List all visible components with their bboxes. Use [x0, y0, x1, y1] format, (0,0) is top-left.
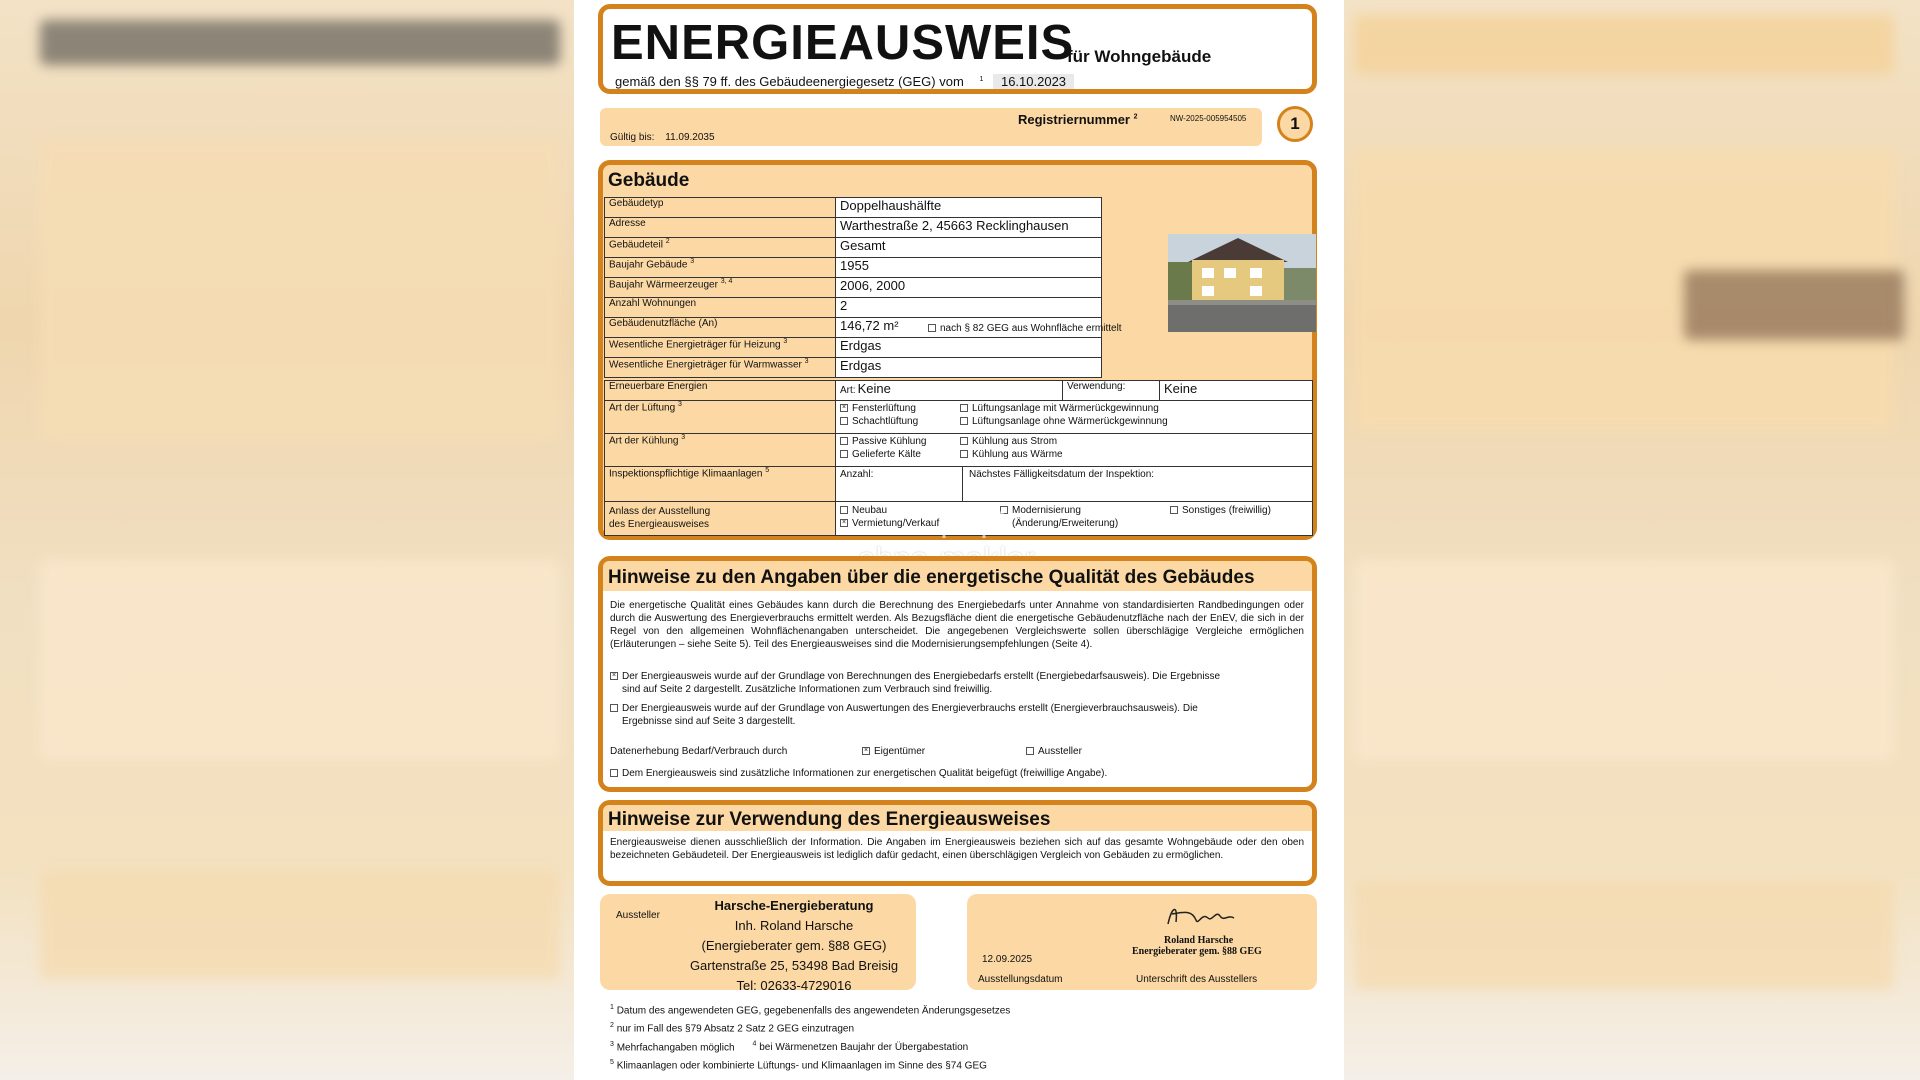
aircon-count-label: Anzahl:: [836, 467, 963, 501]
stamp-name: Roland Harsche: [1164, 935, 1234, 946]
building-data-table: [604, 197, 1102, 378]
occasion-option[interactable]: Neubau: [840, 504, 1000, 517]
renewable-type: Keine: [857, 381, 891, 396]
quality-notes-title: Hinweise zu den Angaben über die energetische Qualität des Gebäudes: [608, 567, 1255, 588]
consumption-option[interactable]: Der Energieausweis wurde auf der Grundlage von Auswertungen des Energieverbrauchs erstellt (Energieverbrauchsausweis). Die Ergebnisse sind auf Seite 3 dargestellt.: [610, 702, 1304, 728]
building-row-value: 146,72 m²: [836, 318, 1102, 338]
building-row-value: 2: [836, 298, 1102, 318]
building-row-value: Erdgas: [836, 338, 1102, 358]
usage-notes-title: Hinweise zur Verwendung des Energieausweises: [608, 809, 1051, 830]
building-row-label: Gebäudetyp: [605, 198, 836, 218]
cooling-label: Art der Kühlung: [609, 435, 679, 447]
ventilation-table: Art der Lüftung $^3$ × Fensterlüftung Schachtlüftung Lüftungsanlage mit Wärmerückgewinnung Lüftungsanlage ohne Wärmerückgewinnung Art der Kühlung $^3$ Passive Kühlung Gelieferte Kälte Kühlung aus Strom Kühlung aus Wärme Inspektionspflichtige Klimaanlagen $^5$ Anzahl: Nächstes Fälligkeitsdatum der Inspektion: Anlass der Ausstellung des Energieausweises Neubau × Vermietung/Verkauf Modernisierung (Änderung/Erweiterung) Sonstiges (freiwillig): [604, 400, 1313, 536]
ventilation-option[interactable]: Lüftungsanlage ohne Wärmerückgewinnung: [960, 415, 1168, 428]
building-row: [605, 238, 1102, 258]
occasion-option[interactable]: Modernisierung: [1000, 504, 1170, 517]
cooling-option[interactable]: Kühlung aus Wärme: [960, 448, 1063, 461]
building-row-label: Wesentliche Energieträger für Warmwasser $^3$: [605, 358, 836, 378]
registration-bar: [600, 108, 1262, 146]
building-row-value: Warthestraße 2, 45663 Recklinghausen: [836, 218, 1102, 238]
document-subtitle: für Wohngebäude: [1067, 47, 1212, 66]
quality-notes-text: Die energetische Qualität eines Gebäudes kann durch die Berechnung des Energiebedarfs unter Annahme von standardisierten Randbedingungen oder durch die Auswertung des Energieverbrauchs ermittelt werden. Als Bezugsfläche dient die energetische Gebäudenutzfläche nach der EnEV, die sich in der Regel von den allgemeinen Wohnflächenangaben unterscheidet. Die angegebenen Vergleichswerte sollen überschlägige Vergleiche ermöglichen (Erläuterungen – siehe Seite 5). Teil des Energieausweises sind die Modernisierungsempfehlungen (Seite 4).: [610, 600, 1304, 650]
building-row-label: Gebäudenutzfläche (An): [605, 318, 836, 338]
ventilation-option[interactable]: Lüftungsanlage mit Wärmerückgewinnung: [960, 402, 1168, 415]
ventilation-option[interactable]: × Fensterlüftung: [841, 403, 916, 414]
blurred-right-panel: [1344, 0, 1920, 1080]
usage-label: Verwendung:: [1063, 381, 1160, 401]
building-row-label: Adresse: [605, 218, 836, 238]
usage-notes-text: Energieausweise dienen ausschließlich der Information. Die Angaben im Energieausweis beziehen sich auf das gesamte Wohngebäude oder den oben bezeichneten Gebäudeteil. Der Energieausweis ist lediglich dafür gedacht, einen überschlägigen Vergleich von Gebäuden zu ermöglichen.: [610, 837, 1304, 861]
issue-date: 12.09.2025: [982, 954, 1033, 965]
occasion-option[interactable]: Sonstiges (freiwillig): [1170, 504, 1271, 517]
document-title: ENERGIEAUSWEIS: [611, 16, 1075, 70]
registration-label: Registriernummer $^2$: [1018, 112, 1138, 127]
footnote: $^2$ nur im Fall des §79 Absatz 2 Satz 2 GEG einzutragen: [610, 1022, 855, 1035]
stamp-title: Energieberater gem. §88 GEG: [1132, 946, 1262, 957]
ventilation-option[interactable]: Schachtlüftung: [840, 415, 960, 428]
owner-option[interactable]: × Eigentümer: [863, 746, 926, 757]
valid-until: Gültig bis: 11.09.2035: [610, 132, 715, 143]
page-number-badge: 1: [1277, 106, 1313, 142]
building-row-value: 1955: [836, 258, 1102, 278]
area-note: nach § 82 GEG aus Wohnfläche ermittelt: [928, 323, 1122, 334]
building-row-value: Gesamt: [836, 238, 1102, 258]
footnote: $^1$ Datum des angewendeten GEG, gegebenenfalls des angewendeten Änderungsgesetzes: [610, 1004, 1011, 1017]
aircon-label: Inspektionspflichtige Klimaanlagen: [609, 468, 763, 480]
cooling-option[interactable]: Gelieferte Kälte: [840, 448, 960, 461]
cooling-option[interactable]: Passive Kühlung: [840, 435, 960, 448]
occasion-label: Anlass der Ausstellung: [609, 506, 711, 517]
issuer-label: Aussteller: [616, 910, 660, 921]
ventilation-label: Art der Lüftung: [609, 402, 676, 414]
signature-icon: [1162, 900, 1242, 932]
renewable-label: Erneuerbare Energien: [605, 381, 836, 401]
registration-number: NW-2025-005954505: [1170, 114, 1247, 123]
additional-info-option[interactable]: Dem Energieausweis sind zusätzliche Informationen zur energetischen Qualität beigefügt (freiwillige Angabe).: [610, 768, 1107, 779]
building-row-label: Baujahr Gebäude $^3$: [605, 258, 836, 278]
building-row: [605, 338, 1102, 358]
cooling-option[interactable]: Kühlung aus Strom: [960, 435, 1063, 448]
building-row: [605, 298, 1102, 318]
building-row-value: 2006, 2000: [836, 278, 1102, 298]
inspection-date-label: Nächstes Fälligkeitsdatum der Inspektion:: [969, 469, 1155, 480]
occasion-option[interactable]: × Vermietung/Verkauf: [841, 518, 940, 529]
header-box: [598, 4, 1317, 94]
blurred-left-panel: [0, 0, 574, 1080]
footnote: $^3$ Mehrfachangaben möglich $^4$ bei Wärmenetzen Baujahr der Übergabestation: [610, 1040, 969, 1053]
law-date: 16.10.2023: [993, 74, 1074, 89]
building-row-value: Erdgas: [836, 358, 1102, 378]
law-reference: gemäß den §§ 79 ff. des Gebäudeenergiegesetz (GEG) vom $^1$ 16.10.2023: [615, 74, 1074, 89]
building-row-label: Wesentliche Energieträger für Heizung $^3$: [605, 338, 836, 358]
usage-value: Keine: [1160, 381, 1313, 401]
footnote: $^5$ Klimaanlagen oder kombinierte Lüftungs- und Klimaanlagen im Sinne des §74 GEG: [610, 1058, 987, 1072]
calc-option[interactable]: × Der Energieausweis wurde auf der Grundlage von Berechnungen des Energiebedarfs erstellt (Energiebedarfsausweis). Die Ergebnisse sind auf Seite 2 dargestellt. Zusätzliche Informationen zum Verbrauch sind freiwillig.: [611, 671, 1221, 695]
building-row: [605, 258, 1102, 278]
data-collection-label: Datenerhebung Bedarf/Verbrauch durch: [610, 746, 788, 757]
building-row: [605, 198, 1102, 218]
building-section-title: Gebäude: [608, 170, 690, 191]
issue-date-label: Ausstellungsdatum: [978, 974, 1063, 985]
building-row-label: Anzahl Wohnungen: [605, 298, 836, 318]
energy-certificate-page: [574, 0, 1344, 1080]
building-photo: [1168, 234, 1316, 332]
issuer-option[interactable]: Aussteller: [1026, 746, 1082, 757]
building-row: [605, 218, 1102, 238]
footnotes: [610, 1000, 1010, 1073]
signature-label: Unterschrift des Ausstellers: [1136, 974, 1258, 985]
building-details-table: Erneuerbare Energien Art: Keine Verwendung: Keine: [604, 380, 1313, 401]
building-row-label: Gebäudeteil $^2$: [605, 238, 836, 258]
building-row-value: Doppelhaushälfte: [836, 198, 1102, 218]
building-row-label: Baujahr Wärmeerzeuger $^{3, 4}$: [605, 278, 836, 298]
issuer-address: Harsche-Energieberatung Inh. Roland Harsche (Energieberater gem. §88 GEG) Gartenstraße 25, 53498 Bad Breisig Tel: 02633-4729016: [689, 898, 899, 993]
building-row: [605, 358, 1102, 378]
building-row: [605, 278, 1102, 298]
